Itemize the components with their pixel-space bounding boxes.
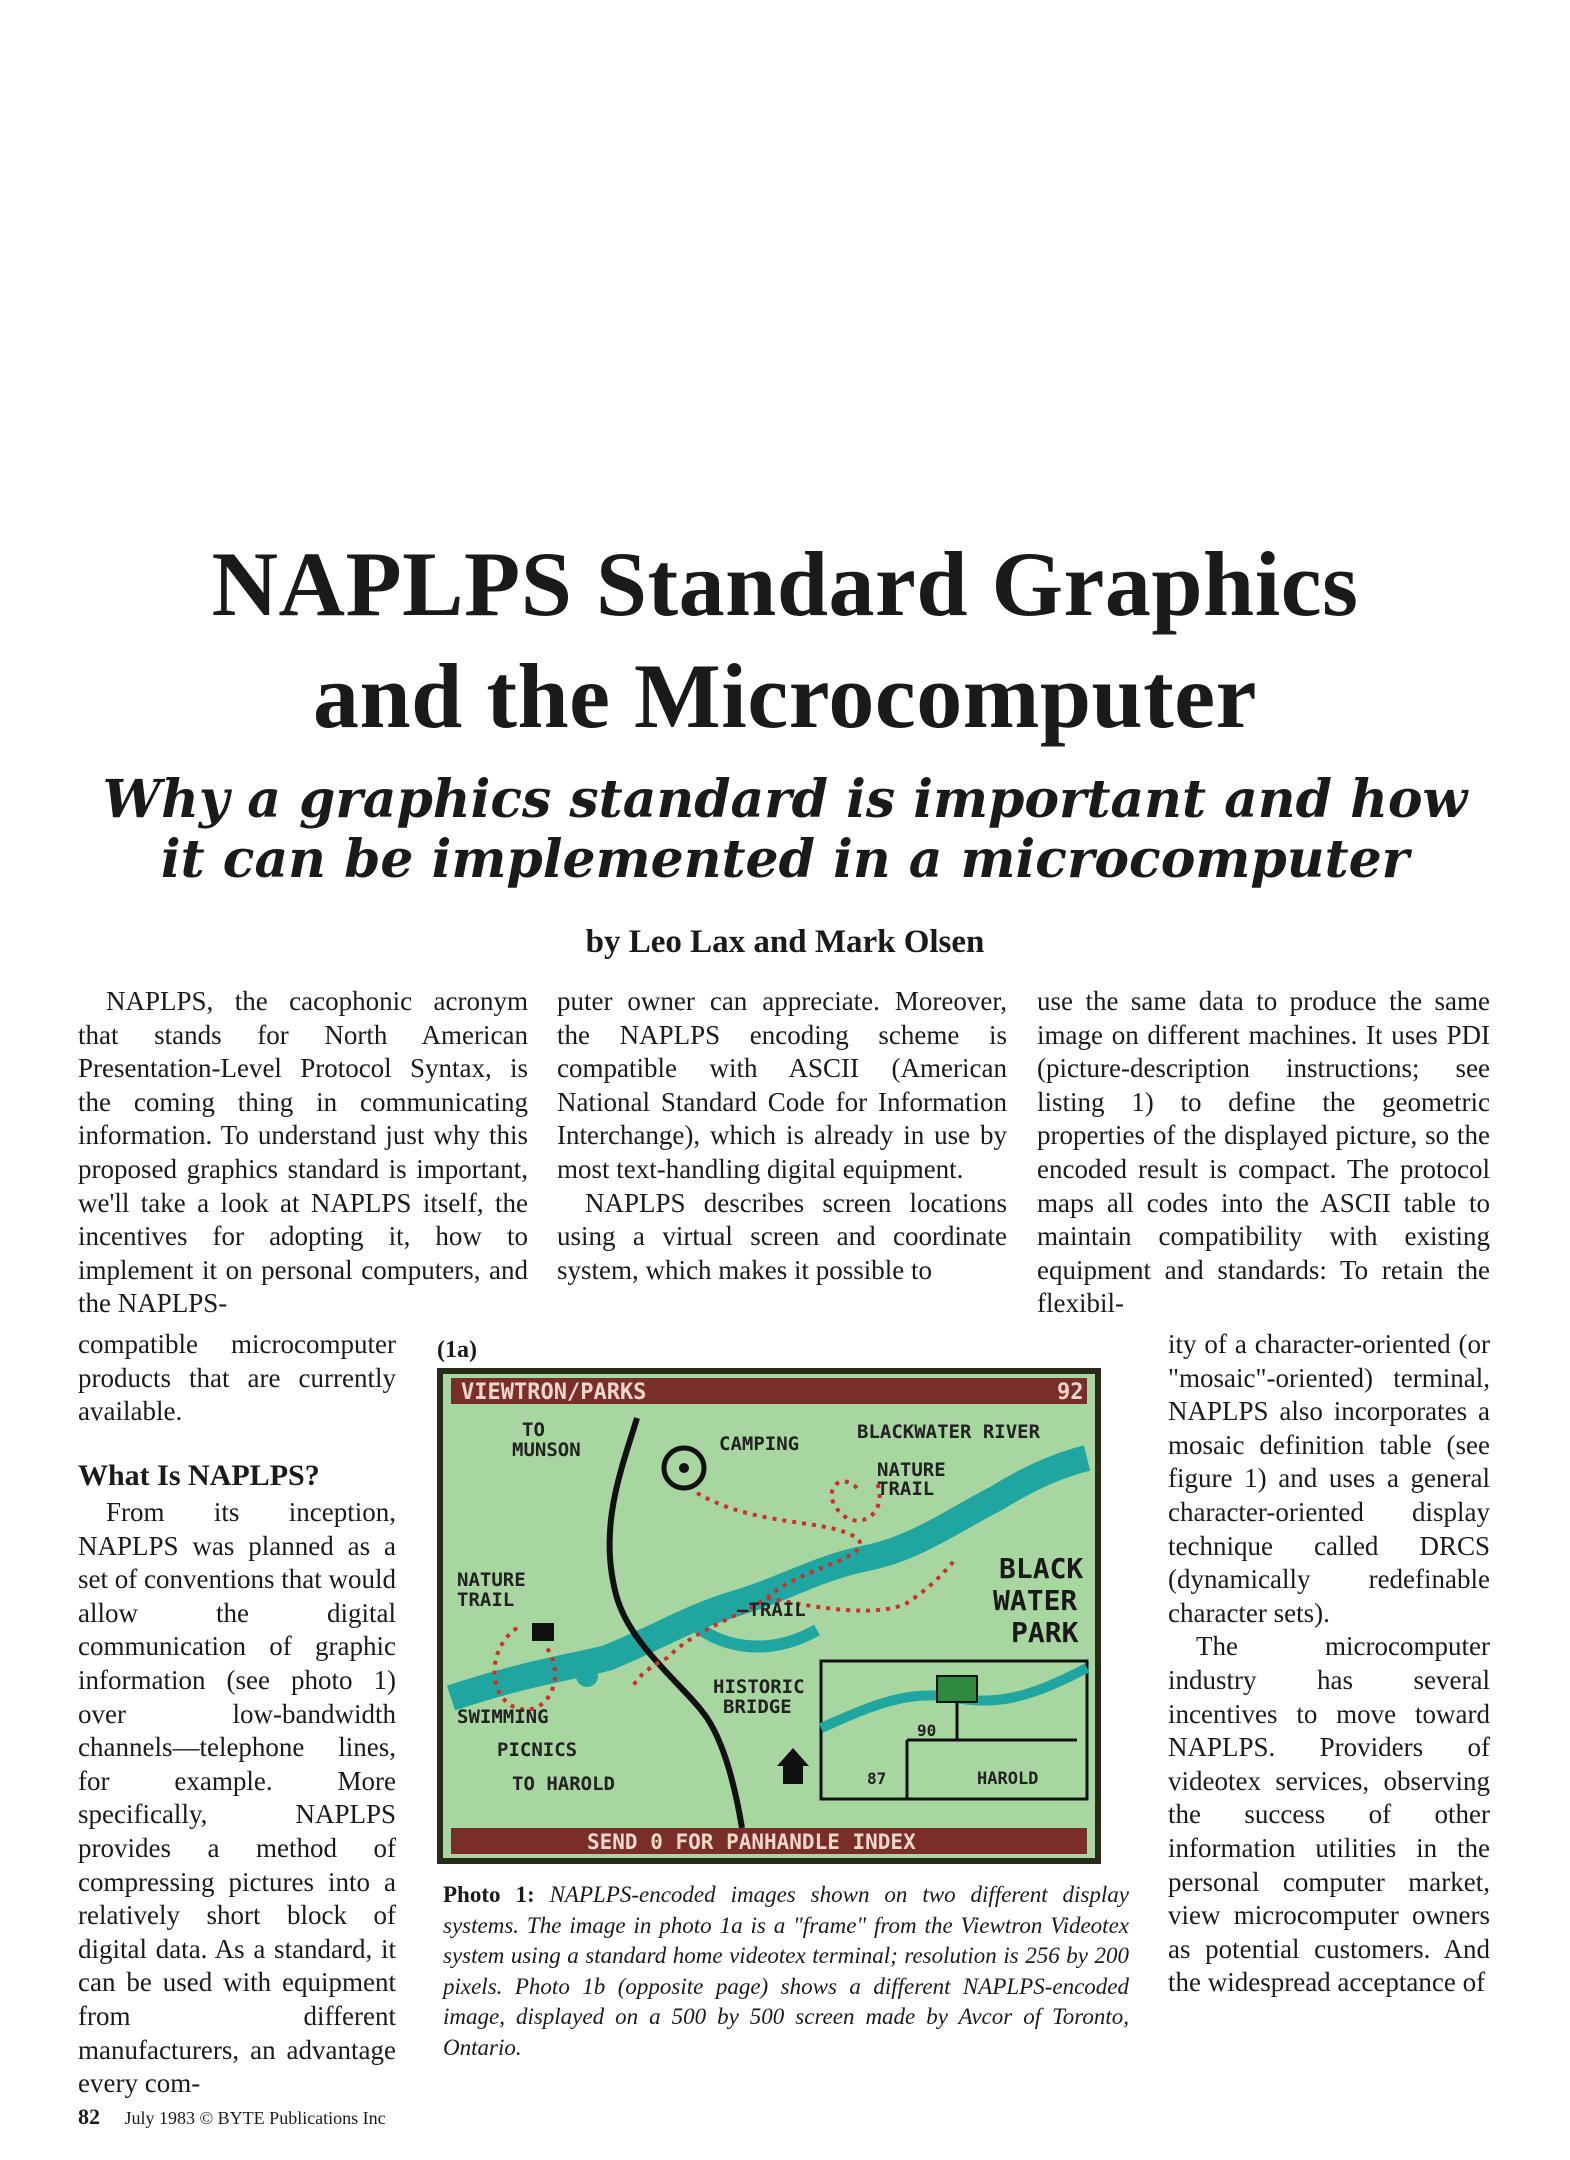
paragraph: NAPLPS describes screen locations using a virtual screen and coordinate system, which makes it possible to xyxy=(557,1187,1007,1285)
paragraph: use the same data to produce the same image on different machines. It uses PDI (picture-description instructions; see listing 1) to define the geometric properties of the displayed picture, so the encoded result is compact. The protocol maps all codes into the ASCII table to maintain compatibility with existing equipment and standards: To retain the flexibil- xyxy=(1037,986,1490,1319)
paragraph: NAPLPS, the cacophonic acronym that stands for North American Presentation-Level Protocol Syntax, is the coming thing in communicating information. To understand just why this proposed graphics standard is important, we'll take a look at NAPLPS itself, the incentives for adopting it, how to implement it on personal computers, and the NAPLPS- xyxy=(78,986,528,1319)
label-trail: —TRAIL xyxy=(737,1599,806,1621)
label-water: WATER xyxy=(993,1584,1078,1617)
label-park: PARK xyxy=(1011,1616,1079,1649)
label-camping: CAMPING xyxy=(719,1433,800,1455)
route-87-label: 87 xyxy=(867,1769,887,1788)
swimming-pond xyxy=(576,1665,598,1687)
label-nature-trail-left-1: NATURE xyxy=(457,1569,526,1591)
column-3-narrow xyxy=(1168,1328,1490,2000)
column-1-body xyxy=(78,1496,396,2101)
label-nature-trail-top-2: TRAIL xyxy=(877,1478,935,1500)
byline: by Leo Lax and Mark Olsen xyxy=(585,924,985,960)
map-graphic xyxy=(437,1368,1101,1864)
route-90-label: 90 xyxy=(917,1721,937,1740)
label-historic: HISTORIC xyxy=(713,1676,805,1698)
label-black: BLACK xyxy=(999,1552,1084,1585)
paragraph: puter owner can appreciate. Moreover, the NAPLPS encoding scheme is compatible with ASCII (American National Standard Code for Information Interchange), which is already in use by most text-handling digital equipment. xyxy=(557,986,1007,1184)
column-2 xyxy=(557,985,1007,1287)
article-title xyxy=(0,528,1570,752)
label-nature-trail-left-2: TRAIL xyxy=(457,1589,515,1611)
subtitle-line-1: Why a graphics standard is important and how xyxy=(102,769,1468,830)
caption-lead: Photo 1: xyxy=(443,1882,535,1907)
label-swimming: SWIMMING xyxy=(457,1706,549,1728)
photo-viewtron-map xyxy=(437,1368,1101,1864)
subtitle-line-2: it can be implemented in a microcomputer xyxy=(160,829,1410,890)
section-heading: What Is NAPLPS? xyxy=(78,1459,320,1492)
map-header-page: 92 xyxy=(1057,1380,1084,1405)
caption-body: NAPLPS-encoded images shown on two different display systems. The image in photo 1a is a "frame" from the Viewtron Videotex system using a standard home videotex terminal; resolution is 256 by 200 pixels. Photo 1b (opposite page) shows a different NAPLPS-encoded image, displayed on a 500 by 500 screen made by Avcor of Toronto, Ontario. xyxy=(443,1882,1129,2060)
trailhead-marker xyxy=(532,1623,554,1641)
label-picnics: PICNICS xyxy=(497,1739,578,1761)
page-footer xyxy=(78,2104,386,2130)
map-header-title: VIEWTRON/PARKS xyxy=(461,1380,647,1405)
column-1-top xyxy=(78,985,528,1321)
label-blackwater-river: BLACKWATER RIVER xyxy=(857,1421,1041,1443)
paragraph: From its inception, NAPLPS was planned as a set of conventions that would allow the digital communication of graphic information (see photo 1) over low-bandwidth channels—telephone lines, for example. More specifically, NAPLPS provides a method of compressing pictures into a relatively short block of digital data. As a standard, it can be used with equipment from different manufacturers, an advantage every com- xyxy=(78,1497,396,2099)
title-line-2: and the Microcomputer xyxy=(313,645,1257,747)
paragraph: The microcomputer industry has several incentives to move toward NAPLPS. Providers of videotex services, observing the success of other information utilities in the personal computer market, view microcomputer owners as potential customers. And the widespread acceptance of xyxy=(1168,1631,1490,1998)
label-bridge: BRIDGE xyxy=(723,1696,792,1718)
map-footer-text: SEND 0 FOR PANHANDLE INDEX xyxy=(587,1830,916,1854)
photo-label: (1a) xyxy=(437,1337,477,1363)
photo-caption xyxy=(443,1880,1129,2063)
label-to-harold: TO HAROLD xyxy=(512,1773,615,1795)
label-to-munson-1: TO xyxy=(522,1419,545,1441)
column-3-top xyxy=(1037,985,1490,1321)
footer-credit: July 1983 © BYTE Publications Inc xyxy=(124,2108,386,2128)
paragraph: compatible microcomputer products that are currently available. xyxy=(78,1329,396,1427)
page-number: 82 xyxy=(78,2104,100,2129)
label-nature-trail-top-1: NATURE xyxy=(877,1459,946,1481)
column-1-narrow xyxy=(78,1328,396,1429)
paragraph: ity of a character-oriented (or "mosaic"-oriented) terminal, NAPLPS also incorporates a mosaic definition table (see figure 1) and uses a general character-oriented display technique called DRCS (dynamically redefinable character sets). xyxy=(1168,1329,1490,1628)
label-harold: HAROLD xyxy=(977,1769,1039,1789)
label-to-munson-2: MUNSON xyxy=(512,1439,581,1461)
title-line-1: NAPLPS Standard Graphics xyxy=(211,533,1359,635)
inset-park-marker xyxy=(937,1676,977,1702)
article-subtitle xyxy=(0,770,1570,890)
